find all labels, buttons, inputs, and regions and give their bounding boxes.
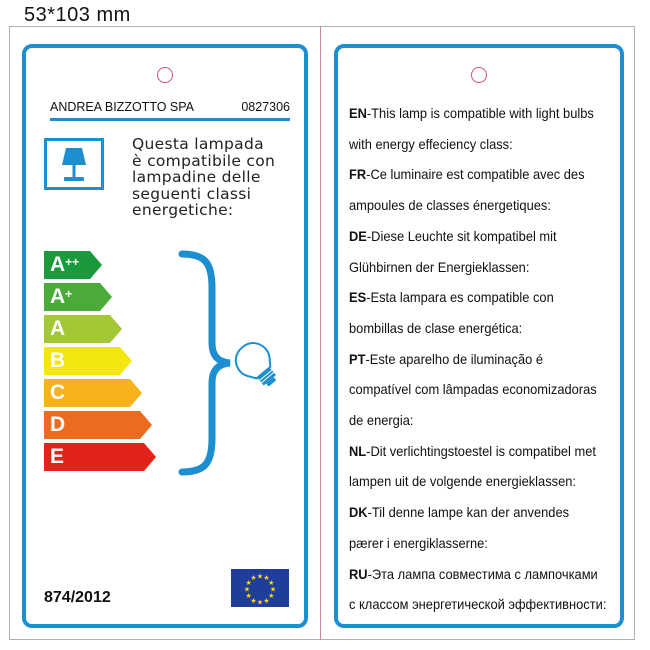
text-line: DE-Diese Leuchte sit kompatibel mit [349,227,557,244]
svg-text:★: ★ [250,596,257,605]
svg-text:★: ★ [256,572,264,581]
intro-line: è compatibile con [132,151,276,170]
table-lamp-icon [44,138,104,190]
text-line: with energy effeciency class: [349,135,513,152]
brand-divider [50,118,290,121]
regulation-number: 874/2012 [44,589,111,606]
range-brace-icon [176,248,236,478]
compatibility-text [132,136,302,219]
intro-line: Questa lampada [132,135,264,153]
class-label: B [50,349,66,372]
class-label: E [50,445,65,468]
text-line: PT-Este aparelho de iluminação é [349,350,544,367]
text-line: FR-Ce luminaire est compatible avec des [349,166,585,183]
intro-line: lampadine delle [132,168,261,186]
light-bulb-icon [232,338,282,392]
text-line: compatível com lâmpadas economizadoras [349,381,597,398]
text-line: ampoules de classes énergetiques: [349,197,551,214]
svg-text:★: ★ [245,592,252,600]
text-line: bombillas de clase energética: [349,319,523,336]
svg-text:★: ★ [269,585,277,594]
text-line: lampen uit de volgende energieklassen: [349,473,576,490]
left-tag-card [22,44,308,628]
dimension-label: 53*103 mm [24,4,131,26]
text-line: DK-Til denne lampe kan der anvendes [349,504,570,521]
text-line: EN-This lamp is compatible with light bulbs [349,105,594,121]
multilingual-text [349,98,616,620]
class-label: C [50,381,66,404]
svg-text:★: ★ [256,598,264,607]
svg-text:★: ★ [268,579,275,587]
text-line: pærer i energiklasserne: [349,534,488,551]
svg-text:★: ★ [245,579,252,587]
class-label: A+ [50,285,73,308]
text-line: NL-Dit verlichtingstoestel is compatibel met [349,442,596,459]
class-label: A++ [50,253,80,276]
svg-text:★: ★ [263,574,270,583]
svg-text:★: ★ [243,585,251,594]
brand-name: ANDREA BIZZOTTO SPA [50,100,195,114]
hang-hole [471,67,487,83]
svg-text:★: ★ [250,574,257,583]
text-line: ES-Esta lampara es compatible con [349,289,554,306]
intro-line: energetiche: [132,201,234,219]
text-line: с классом энергетической эффективности: [349,596,607,613]
svg-text:★: ★ [263,596,270,605]
product-code: 0827306 [241,100,290,114]
svg-text:★: ★ [268,592,275,600]
eu-flag-icon [231,569,289,607]
class-label: A [50,317,66,340]
hang-hole [157,67,173,83]
fold-line [320,26,321,640]
text-line: de energia: [349,412,414,429]
intro-line: seguenti classi [132,184,252,203]
text-line: Glühbirnen der Energieklassen: [349,258,530,275]
right-tag-card [334,44,624,628]
class-label: D [50,413,66,436]
text-line: RU-Эта лампа совместима с лампочками [349,565,598,582]
